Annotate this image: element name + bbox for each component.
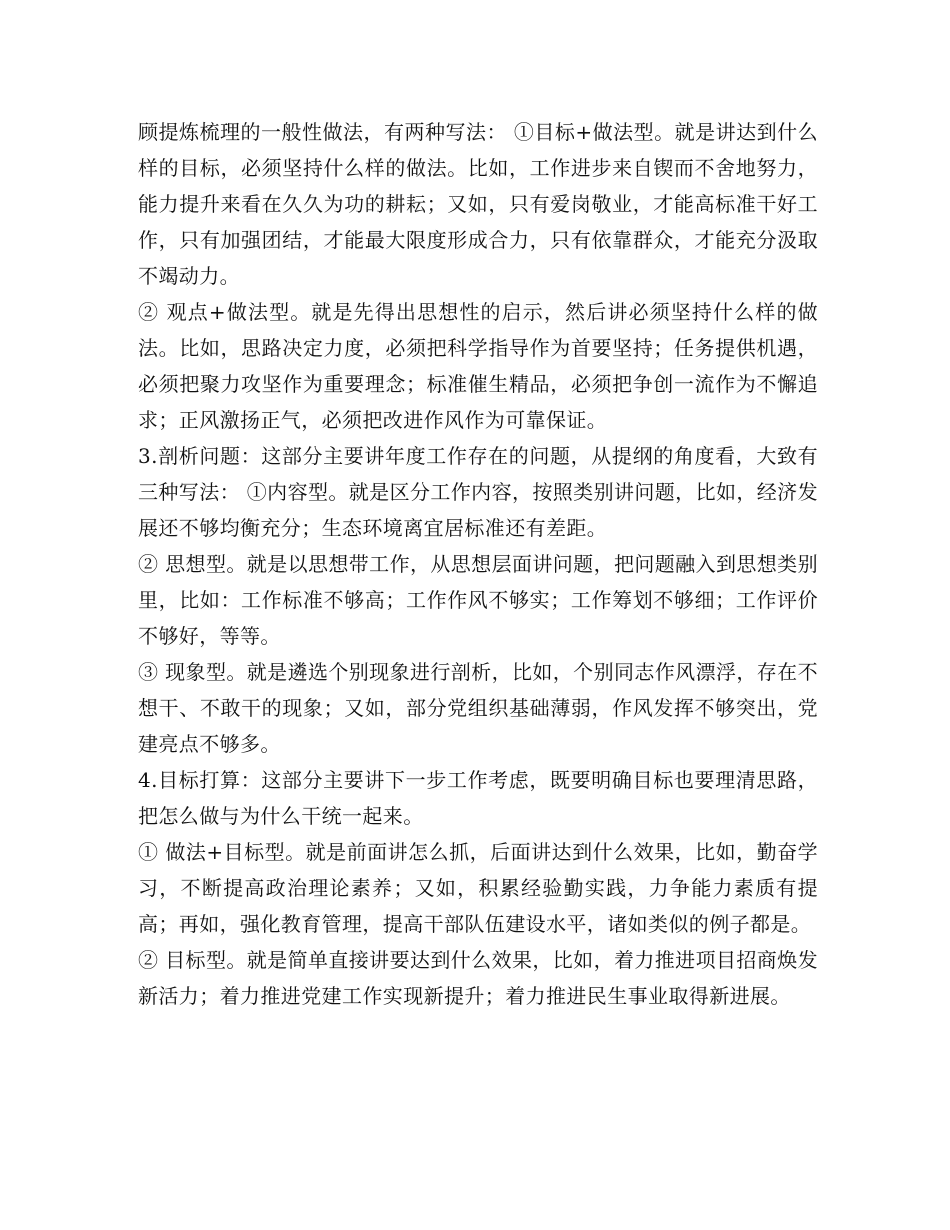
paragraph-viewpoint-method-type: ② 观点+做法型。就是先得出思想性的启示，然后讲必须坚持什么样的做法。比如，思路决定力度，必须把科学指导作为首要坚持；任务提供机遇，必须把聚力攻坚作为重要理念；标准催生精品，必须把争创一流作为不懈追求；正风激扬正气，必须把改进作风作为可靠保证。 bbox=[138, 300, 818, 432]
paragraph-phenomenon-type: ③ 现象型。就是遴选个别现象进行剖析，比如，个别同志作风漂浮，存在不想干、不敢干的现象；又如，部分党组织基础薄弱，作风发挥不够突出，党建亮点不够多。 bbox=[138, 660, 818, 756]
paragraph-analyze-problems: 3.剖析问题：这部分主要讲年度工作存在的问题，从提纲的角度看，大致有三种写法： ①内容型。就是区分工作内容，按照类别讲问题，比如，经济发展还不够均衡充分；生态环境离宜居标准还有差距。 bbox=[138, 444, 818, 540]
paragraph-method-goal-type: ① 做法+目标型。就是前面讲怎么抓，后面讲达到什么效果，比如，勤奋学习，不断提高政治理论素养；又如，积累经验勤实践，力争能力素质有提高；再如，强化教育管理，提高干部队伍建设水平，诸如类似的例子都是。 bbox=[138, 840, 818, 936]
document-body bbox=[138, 114, 818, 1014]
paragraph-thought-type: ② 思想型。就是以思想带工作，从思想层面讲问题，把问题融入到思想类别里，比如：工作标准不够高；工作作风不够实；工作筹划不够细；工作评价不够好，等等。 bbox=[138, 552, 818, 648]
paragraph-summary-methods: 顾提炼梳理的一般性做法，有两种写法： ①目标+做法型。就是讲达到什么样的目标，必须坚持什么样的做法。比如，工作进步来自锲而不舍地努力，能力提升来看在久久为功的耕耘；又如，只有爱岗敬业，才能高标准干好工作，只有加强团结，才能最大限度形成合力，只有依靠群众，才能充分汲取不竭动力。 bbox=[138, 120, 818, 288]
paragraph-goal-type: ② 目标型。就是简单直接讲要达到什么效果，比如，着力推进项目招商焕发新活力；着力推进党建工作实现新提升；着力推进民生事业取得新进展。 bbox=[138, 948, 818, 1008]
paragraph-goal-plan: 4.目标打算：这部分主要讲下一步工作考虑，既要明确目标也要理清思路，把怎么做与为什么干统一起来。 bbox=[138, 768, 818, 828]
